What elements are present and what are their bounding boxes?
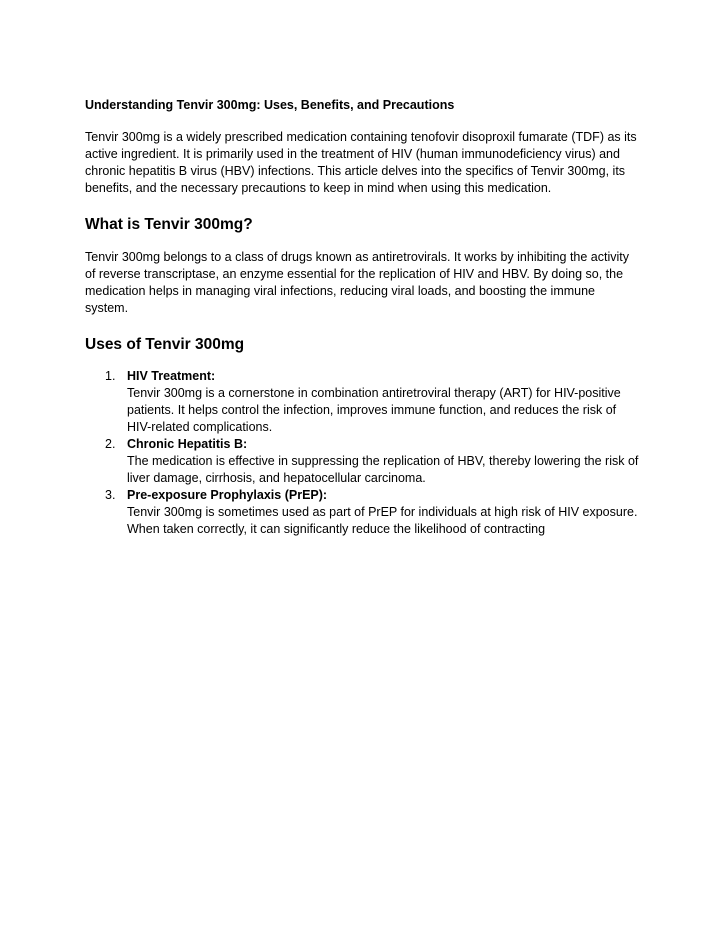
list-item-title: Chronic Hepatitis B:	[127, 437, 248, 451]
list-item-title: Pre-exposure Prophylaxis (PrEP):	[127, 488, 328, 502]
list-item	[85, 368, 640, 436]
section-heading-uses: Uses of Tenvir 300mg	[85, 336, 245, 353]
list-item-number: 1.	[105, 369, 116, 383]
list-item-number: 2.	[105, 437, 116, 451]
list-item	[85, 436, 640, 487]
list-item-title: HIV Treatment:	[127, 369, 216, 383]
section-heading-what-is: What is Tenvir 300mg?	[85, 216, 253, 233]
uses-list	[85, 368, 640, 538]
list-item-body: Tenvir 300mg is sometimes used as part of PrEP for individuals at high risk of HIV exposure. When taken correctly, it can significantly reduce the likelihood of contracting	[127, 505, 638, 536]
what-is-paragraph: Tenvir 300mg belongs to a class of drugs known as antiretrovirals. It works by inhibiting the activity of reverse transcriptase, an enzyme essential for the replication of HIV and HBV. By doing so, the medication helps in managing viral infections, reducing viral loads, and boosting the immune system.	[85, 250, 630, 315]
document-title: Understanding Tenvir 300mg: Uses, Benefits, and Precautions	[85, 98, 455, 112]
list-item	[85, 487, 640, 538]
list-item-body: Tenvir 300mg is a cornerstone in combination antiretroviral therapy (ART) for HIV-positive patients. It helps control the infection, improves immune function, and reduces the risk of HIV-related complications.	[127, 386, 621, 434]
list-item-number: 3.	[105, 488, 116, 502]
document-content	[85, 97, 640, 538]
intro-paragraph: Tenvir 300mg is a widely prescribed medication containing tenofovir disoproxil fumarate (TDF) as its active ingredient. It is primarily used in the treatment of HIV (human immunodeficiency virus) and chronic hepatitis B virus (HBV) infections. This article delves into the specifics of Tenvir 300mg, its benefits, and the necessary precautions to keep in mind when using this medication.	[85, 130, 637, 195]
list-item-body: The medication is effective in suppressing the replication of HBV, thereby lowering the risk of liver damage, cirrhosis, and hepatocellular carcinoma.	[127, 454, 639, 485]
